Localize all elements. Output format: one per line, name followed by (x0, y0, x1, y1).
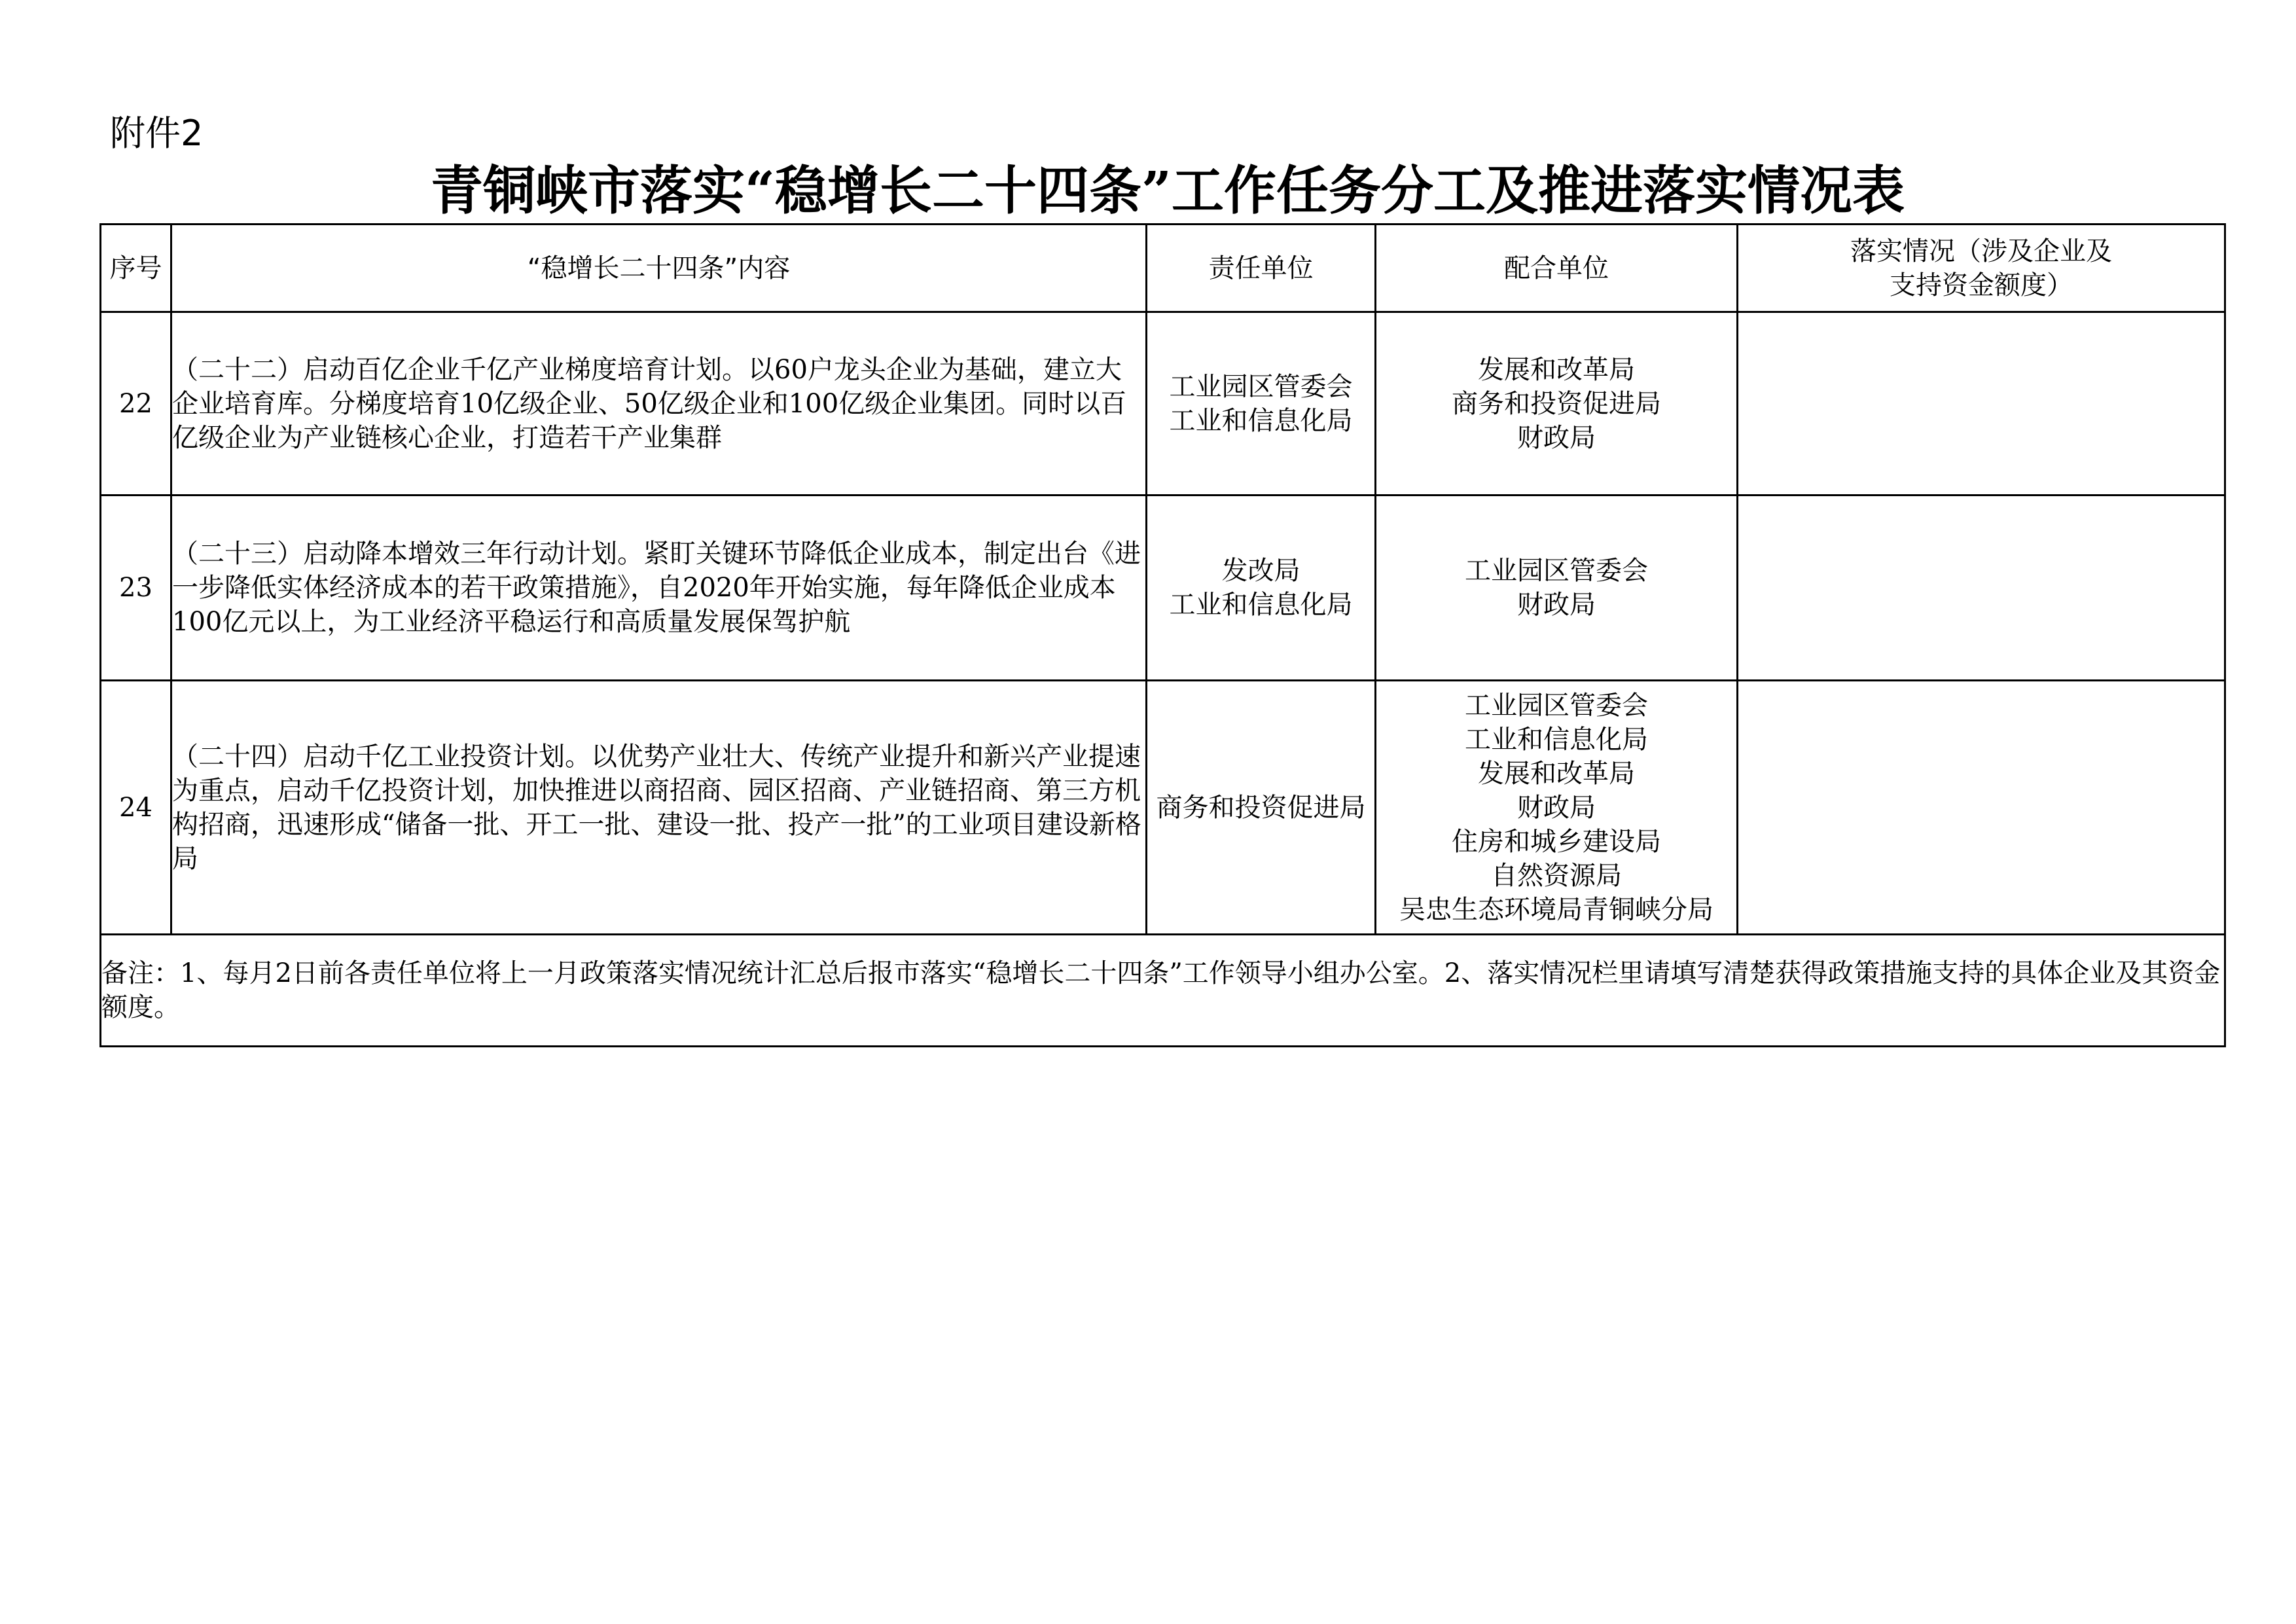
row-content: （二十四）启动千亿工业投资计划。以优势产业壮大、传统产业提升和新兴产业提速为重点，启动千亿投资计划，加快推进以商招商、园区招商、产业链招商、第三方机构招商，迅速形成“储备一批、开工一批、建设一批、投产一批”的工业项目建设新格局 (171, 681, 1147, 935)
row-seq: 23 (101, 496, 171, 681)
header-responsible: 责任单位 (1147, 225, 1376, 312)
responsible-unit: 商务和投资促进局 (1156, 792, 1366, 823)
document-title: 青铜峡市落实“稳增长二十四条”工作任务分工及推进落实情况表 (430, 160, 1905, 221)
cooperating-unit: 商务和投资促进局 (1452, 388, 1661, 419)
header-status (1738, 225, 2225, 312)
row-cooperating (1376, 681, 1738, 935)
row-content: （二十三）启动降本增效三年行动计划。紧盯关键环节降低企业成本，制定出台《进一步降低实体经济成本的若干政策措施》，自2020年开始实施，每年降低企业成本100亿元以上，为工业经济平稳运行和高质量发展保驾护航 (171, 496, 1147, 681)
responsible-unit: 工业和信息化局 (1169, 590, 1353, 620)
cooperating-unit: 财政局 (1517, 590, 1596, 620)
cooperating-unit: 自然资源局 (1491, 860, 1622, 891)
responsible-unit: 工业园区管委会 (1169, 371, 1353, 402)
table-row (101, 496, 2225, 681)
cooperating-unit: 财政局 (1517, 792, 1596, 823)
row-seq: 24 (101, 681, 171, 935)
row-status (1738, 496, 2225, 681)
responsible-unit: 工业和信息化局 (1169, 405, 1353, 436)
cooperating-unit: 住房和城乡建设局 (1452, 826, 1661, 857)
header-cooperating: 配合单位 (1376, 225, 1738, 312)
cooperating-unit: 工业园区管委会 (1465, 556, 1648, 586)
header-status-line-1: 落实情况（涉及企业及 (1850, 236, 2112, 266)
attachment-label: 附件2 (110, 113, 204, 154)
table-row (101, 312, 2225, 496)
cooperating-unit: 发展和改革局 (1478, 354, 1635, 385)
row-cooperating (1376, 312, 1738, 496)
row-status (1738, 681, 2225, 935)
row-content: （二十二）启动百亿企业千亿产业梯度培育计划。以60户龙头企业为基础，建立大企业培育库。分梯度培育10亿级企业、50亿级企业和100亿级企业集团。同时以百亿级企业为产业链核心企业，打造若干产业集群 (171, 312, 1147, 496)
note-row (101, 935, 2225, 1047)
row-cooperating (1376, 496, 1738, 681)
table-note: 备注：1、每月2日前各责任单位将上一月政策落实情况统计汇总后报市落实“稳增长二十四条”工作领导小组办公室。2、落实情况栏里请填写清楚获得政策措施支持的具体企业及其资金额度。 (101, 935, 2225, 1047)
cooperating-unit: 工业和信息化局 (1465, 724, 1648, 755)
table-row (101, 681, 2225, 935)
table-header-row (101, 225, 2225, 312)
row-responsible (1147, 312, 1376, 496)
cooperating-unit: 工业园区管委会 (1465, 690, 1648, 721)
cooperating-unit: 财政局 (1517, 422, 1596, 453)
responsible-unit: 发改局 (1221, 556, 1300, 586)
header-seq: 序号 (101, 225, 171, 312)
row-seq: 22 (101, 312, 171, 496)
header-content: “稳增长二十四条”内容 (171, 225, 1147, 312)
cooperating-unit: 吴忠生态环境局青铜峡分局 (1399, 894, 1713, 925)
header-status-line-2: 支持资金额度） (1890, 270, 2073, 300)
task-table (99, 223, 2226, 1047)
row-status (1738, 312, 2225, 496)
cooperating-unit: 发展和改革局 (1478, 758, 1635, 789)
row-responsible (1147, 681, 1376, 935)
row-responsible (1147, 496, 1376, 681)
